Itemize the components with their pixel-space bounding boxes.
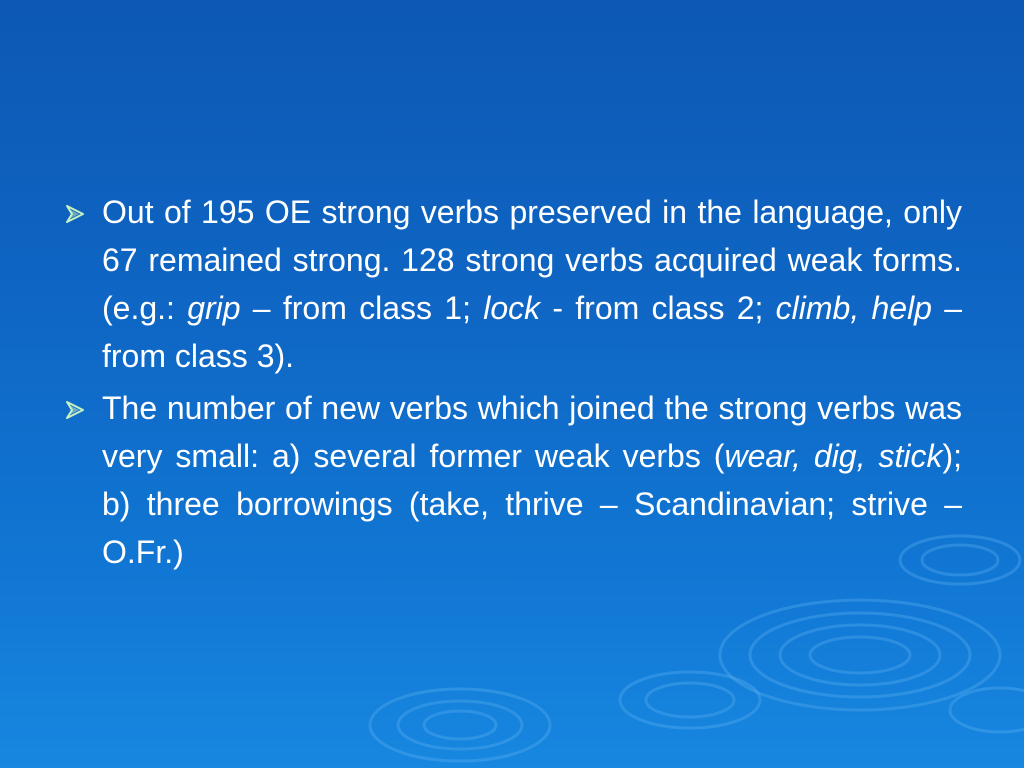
text-run: – from class 3). [102,290,963,374]
bullet-text [102,384,962,576]
bullet-text [102,188,962,380]
slide-body [64,188,962,580]
italic-run: climb, help [775,290,932,326]
arrow-bullet-icon [64,400,86,420]
bullet-item [64,384,962,576]
text-run: Out of 195 OE strong verbs preserved in the language, only 67 remained strong. 128 strong verbs acquired weak forms. (e.g.: [102,194,962,326]
text-run: The number of new verbs which joined the strong verbs was very small: a) several former weak verbs ( [102,390,962,474]
arrow-bullet-icon [64,204,86,224]
text-run: - from class 2; [540,290,776,326]
italic-run: lock [483,290,541,326]
italic-run: grip [187,290,241,326]
text-run: ); b) three borrowings (take, thrive – Scandinavian; strive – O.Fr.) [102,438,963,570]
italic-run: wear, dig, stick [724,438,943,474]
text-run: – from class 1; [240,290,484,326]
bullet-item [64,188,962,380]
